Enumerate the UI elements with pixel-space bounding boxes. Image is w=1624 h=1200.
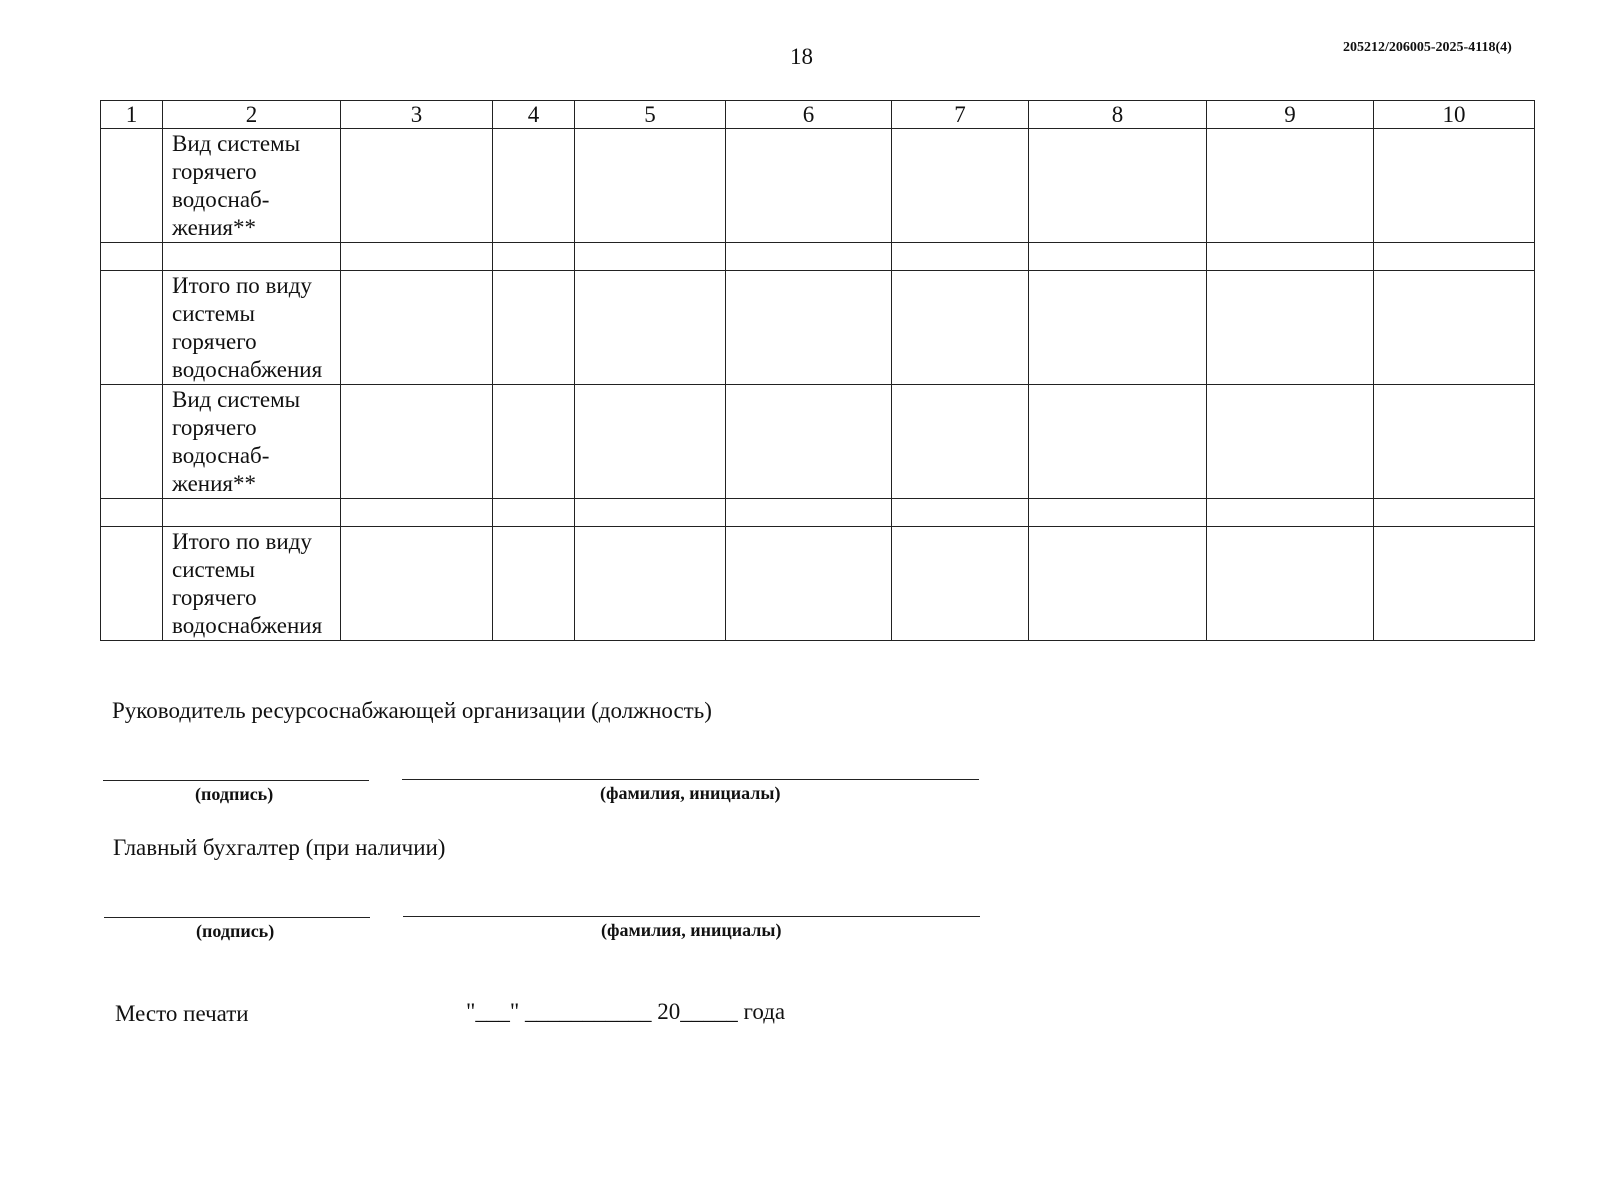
table-cell [1207,499,1374,527]
column-number: 9 [1207,101,1374,129]
row-label-line: водоснабжения [172,357,323,382]
table-cell [101,499,163,527]
accountant-signature-caption: (подпись) [196,921,275,941]
table-cell [1374,527,1535,641]
table-cell [726,271,892,385]
row-label-line: водоснаб- [172,187,270,212]
table-cell [892,385,1029,499]
table-cell [341,385,493,499]
column-number: 10 [1374,101,1535,129]
column-number: 1 [101,101,163,129]
row-label-line: жения** [172,215,256,240]
head-signature-caption: (подпись) [195,784,274,804]
row-label-line: Итого по виду [172,273,312,298]
table-cell [1029,527,1207,641]
head-name-caption: (фамилия, инициалы) [600,783,781,803]
row-label [163,129,341,243]
stamp-place: Место печати [115,1001,249,1026]
table-row [101,527,1535,641]
table-cell [1374,129,1535,243]
table-cell [1029,385,1207,499]
table-cell [163,243,341,271]
table-cell [341,243,493,271]
head-name-line [402,779,979,780]
row-label-line: Итого по виду [172,529,312,554]
table-cell [1207,527,1374,641]
table-cell [575,527,726,641]
table-cell [1029,271,1207,385]
row-label [163,271,341,385]
row-label-line: горячего [172,585,257,610]
accountant-name-line [403,916,980,917]
table-cell [1207,129,1374,243]
page-number: 18 [790,44,813,69]
column-number: 4 [493,101,575,129]
form-table [100,100,1535,641]
table-cell [1374,385,1535,499]
table-cell [892,499,1029,527]
table-cell [726,385,892,499]
table-cell [726,129,892,243]
table-cell [726,499,892,527]
column-number: 5 [575,101,726,129]
accountant-name-caption: (фамилия, инициалы) [601,920,782,940]
row-label-line: жения** [172,471,256,496]
accountant-signature-line [104,917,370,918]
table-cell [1029,129,1207,243]
table-cell [493,243,575,271]
table-cell [1207,243,1374,271]
table-cell [892,271,1029,385]
row-label-line: горячего [172,415,257,440]
table-cell [1374,243,1535,271]
table-cell [575,271,726,385]
document-code: 205212/206005-2025-4118(4) [1343,40,1512,55]
table-cell [892,243,1029,271]
table-cell [101,243,163,271]
table-cell [493,527,575,641]
table-cell [575,499,726,527]
table-cell [575,385,726,499]
row-label-line: водоснаб- [172,443,270,468]
table-cell [341,129,493,243]
table-row [101,499,1535,527]
date-line: "___" ___________ 20_____ года [466,999,786,1024]
table-cell [892,129,1029,243]
column-number: 2 [163,101,341,129]
row-label-line: горячего [172,159,257,184]
row-label-line: системы [172,301,255,326]
table-cell [1207,271,1374,385]
table-cell [726,243,892,271]
row-label-line: водоснабжения [172,613,323,638]
table-cell [493,385,575,499]
head-title: Руководитель ресурсоснабжающей организации (должность) [112,698,712,723]
table-cell [101,385,163,499]
table-cell [101,527,163,641]
table-cell [1029,243,1207,271]
table-cell [1207,385,1374,499]
table-row [101,385,1535,499]
row-label-line: Вид системы [172,131,301,156]
table-cell [493,129,575,243]
table-cell [892,527,1029,641]
row-label-line: Вид системы [172,387,301,412]
table-cell [1374,271,1535,385]
table-cell [101,271,163,385]
table-cell [341,271,493,385]
table-cell [163,499,341,527]
table-cell [493,499,575,527]
table-cell [726,527,892,641]
column-number-row [101,101,1535,129]
table-cell [493,271,575,385]
table-row [101,271,1535,385]
head-signature-line [103,780,369,781]
row-label [163,527,341,641]
column-number: 3 [341,101,493,129]
table-row [101,243,1535,271]
accountant-title: Главный бухгалтер (при наличии) [113,835,446,860]
table-cell [575,129,726,243]
table-cell [101,129,163,243]
table-cell [1029,499,1207,527]
table-cell [1374,499,1535,527]
row-label-line: горячего [172,329,257,354]
table-cell [341,499,493,527]
column-number: 8 [1029,101,1207,129]
table-cell [575,243,726,271]
table-cell [341,527,493,641]
row-label [163,385,341,499]
column-number: 6 [726,101,892,129]
column-number: 7 [892,101,1029,129]
row-label-line: системы [172,557,255,582]
table-row [101,129,1535,243]
